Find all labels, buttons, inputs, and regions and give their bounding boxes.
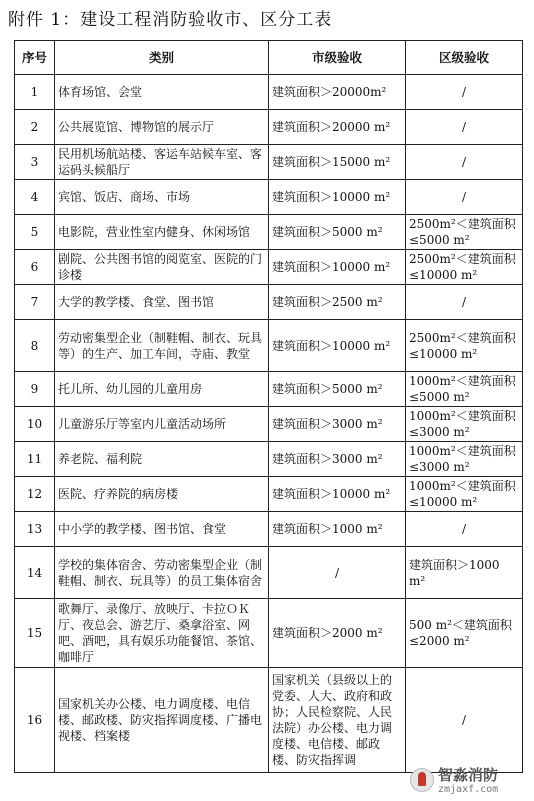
row-number: 8 (15, 320, 55, 372)
row-city-acceptance: 国家机关（县级以上的党委、人大、政府和政协；人民检察院、人民法院）办公楼、电力调度楼、电信楼、邮政楼、防灾指挥调 (269, 668, 406, 773)
row-district-acceptance: 1000m²＜建筑面积≤5000 m² (406, 372, 523, 407)
row-city-acceptance: 建筑面积＞20000m² (269, 75, 406, 110)
table-row (15, 110, 523, 145)
extinguisher-icon (410, 768, 434, 792)
header-no: 序号 (15, 41, 55, 75)
row-district-acceptance: / (406, 285, 523, 320)
table-row (15, 547, 523, 599)
row-category: 国家机关办公楼、电力调度楼、电信楼、邮政楼、防灾指挥调度楼、广播电视楼、档案楼 (55, 668, 269, 773)
row-number: 10 (15, 407, 55, 442)
row-district-acceptance: 建筑面积＞1000 m² (406, 547, 523, 599)
row-category: 电影院，营业性室内健身、休闲场馆 (55, 215, 269, 250)
row-district-acceptance: / (406, 145, 523, 180)
row-category: 宾馆、饭店、商场、市场 (55, 180, 269, 215)
row-city-acceptance: 建筑面积＞20000 m² (269, 110, 406, 145)
row-category: 学校的集体宿舍、劳动密集型企业（制鞋帽、制衣、玩具等）的员工集体宿舍 (55, 547, 269, 599)
table-header-row (15, 41, 523, 75)
row-city-acceptance: 建筑面积＞10000 m² (269, 320, 406, 372)
row-category: 民用机场航站楼、客运车站候车室、客运码头候船厅 (55, 145, 269, 180)
row-category: 儿童游乐厅等室内儿童活动场所 (55, 407, 269, 442)
row-city-acceptance: 建筑面积＞5000 m² (269, 215, 406, 250)
row-district-acceptance: / (406, 512, 523, 547)
row-district-acceptance: 2500m²＜建筑面积≤10000 m² (406, 320, 523, 372)
acceptance-division-table (14, 40, 523, 773)
row-district-acceptance: 500 m²＜建筑面积≤2000 m² (406, 599, 523, 668)
row-number: 11 (15, 442, 55, 477)
row-city-acceptance: 建筑面积＞2000 m² (269, 599, 406, 668)
watermark (408, 764, 528, 798)
watermark-name: 智淼消防 (438, 766, 499, 784)
row-city-acceptance: 建筑面积＞10000 m² (269, 477, 406, 512)
table-row (15, 512, 523, 547)
table-row (15, 75, 523, 110)
row-category: 劳动密集型企业（制鞋帽、制衣、玩具等）的生产、加工车间，寺庙、教堂 (55, 320, 269, 372)
table-row (15, 180, 523, 215)
table-row (15, 145, 523, 180)
header-district: 区级验收 (406, 41, 523, 75)
row-number: 16 (15, 668, 55, 773)
header-category: 类别 (55, 41, 269, 75)
row-number: 4 (15, 180, 55, 215)
row-district-acceptance: 1000m²＜建筑面积≤3000 m² (406, 442, 523, 477)
row-district-acceptance: 1000m²＜建筑面积≤3000 m² (406, 407, 523, 442)
row-category: 托儿所、幼儿园的儿童用房 (55, 372, 269, 407)
row-district-acceptance: 2500m²＜建筑面积≤10000 m² (406, 250, 523, 285)
table-row (15, 668, 523, 773)
row-district-acceptance: 2500m²＜建筑面积≤5000 m² (406, 215, 523, 250)
row-category: 体育场馆、会堂 (55, 75, 269, 110)
row-category: 公共展览馆、博物馆的展示厅 (55, 110, 269, 145)
row-category: 歌舞厅、录像厅、放映厅、卡拉ＯＫ厅、夜总会、游艺厅、桑拿浴室、网吧、酒吧，具有娱乐功能餐馆、茶馆、咖啡厅 (55, 599, 269, 668)
row-city-acceptance: 建筑面积＞15000 m² (269, 145, 406, 180)
header-city: 市级验收 (269, 41, 406, 75)
row-district-acceptance: / (406, 668, 523, 773)
row-category: 剧院、公共图书馆的阅览室、医院的门诊楼 (55, 250, 269, 285)
row-number: 3 (15, 145, 55, 180)
row-district-acceptance: 1000m²＜建筑面积≤10000 m² (406, 477, 523, 512)
table-row (15, 407, 523, 442)
table-row (15, 599, 523, 668)
row-number: 13 (15, 512, 55, 547)
row-city-acceptance: 建筑面积＞3000 m² (269, 442, 406, 477)
row-city-acceptance: 建筑面积＞1000 m² (269, 512, 406, 547)
row-number: 6 (15, 250, 55, 285)
row-number: 1 (15, 75, 55, 110)
row-category: 医院、疗养院的病房楼 (55, 477, 269, 512)
row-district-acceptance: / (406, 180, 523, 215)
row-category: 大学的教学楼、食堂、图书馆 (55, 285, 269, 320)
row-city-acceptance: 建筑面积＞2500 m² (269, 285, 406, 320)
document-title: 附件 1：建设工程消防验收市、区分工表 (8, 10, 333, 30)
row-category: 中小学的教学楼、图书馆、食堂 (55, 512, 269, 547)
row-category: 养老院、福利院 (55, 442, 269, 477)
table-row (15, 250, 523, 285)
row-number: 12 (15, 477, 55, 512)
row-city-acceptance: 建筑面积＞3000 m² (269, 407, 406, 442)
row-city-acceptance: / (269, 547, 406, 599)
table-row (15, 285, 523, 320)
row-city-acceptance: 建筑面积＞10000 m² (269, 180, 406, 215)
watermark-url: zmjaxf.com (438, 784, 499, 795)
row-number: 2 (15, 110, 55, 145)
row-city-acceptance: 建筑面积＞5000 m² (269, 372, 406, 407)
row-number: 15 (15, 599, 55, 668)
row-number: 14 (15, 547, 55, 599)
row-number: 5 (15, 215, 55, 250)
row-district-acceptance: / (406, 75, 523, 110)
table-row (15, 215, 523, 250)
table-row (15, 442, 523, 477)
row-city-acceptance: 建筑面积＞10000 m² (269, 250, 406, 285)
table-row (15, 320, 523, 372)
row-number: 9 (15, 372, 55, 407)
row-number: 7 (15, 285, 55, 320)
table-row (15, 372, 523, 407)
row-district-acceptance: / (406, 110, 523, 145)
table-row (15, 477, 523, 512)
